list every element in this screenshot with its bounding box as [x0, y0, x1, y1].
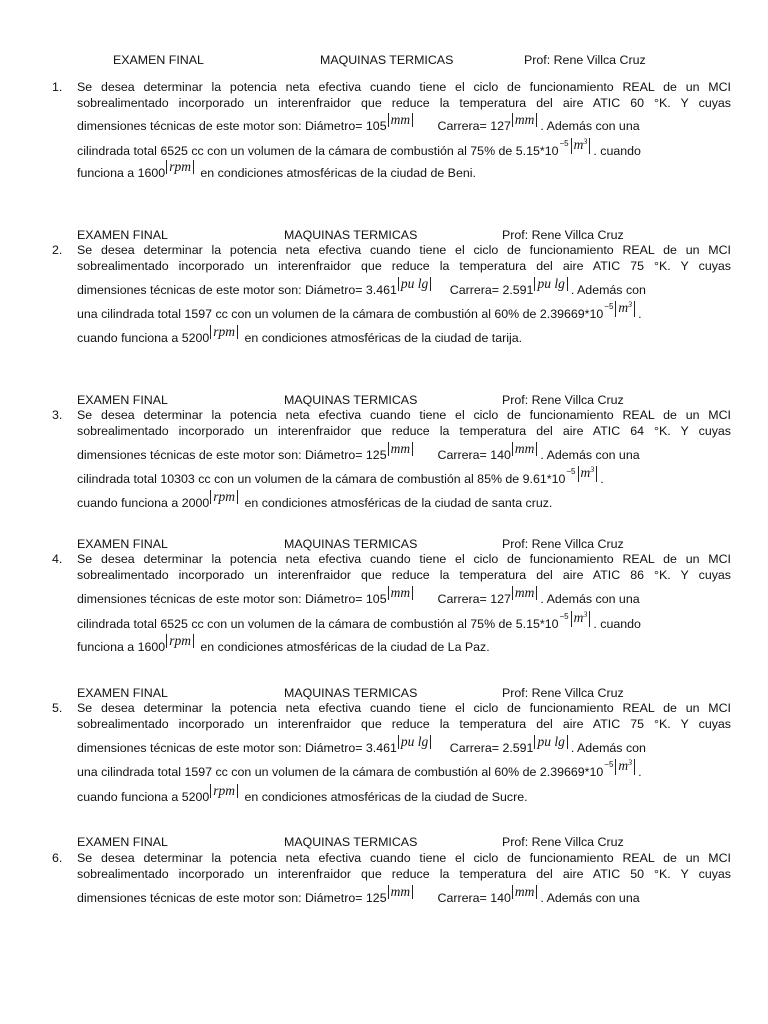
exponent: −5: [559, 612, 569, 621]
speed-text: cuando funciona a 5200: [77, 331, 210, 345]
header-course-title: MAQUINAS TERMICAS: [284, 393, 418, 407]
stroke-text: Carrera= 140: [437, 891, 511, 905]
line-text: cilindrada total 10303 cc con un volumen de la cámara de combustión al 85% de 9.61*10: [77, 472, 566, 486]
diameter-text: dimensiones técnicas de este motor son: Diámetro= 105: [77, 119, 387, 133]
speed-text: cuando funciona a 5200: [77, 790, 210, 804]
diameter-text: dimensiones técnicas de este motor son: Diámetro= 125: [77, 448, 387, 462]
line-text: . cuando: [593, 617, 641, 631]
unit-pulg: pu lg: [398, 277, 431, 291]
header-exam-title: EXAMEN FINAL: [77, 537, 168, 551]
problem-line: [77, 585, 731, 606]
exam-header: [0, 686, 768, 702]
header-professor: Prof: Rene Villca Cruz: [524, 53, 646, 67]
line-text: en condiciones atmosféricas de la ciudad de Sucre.: [244, 790, 528, 804]
header-exam-title: EXAMEN FINAL: [113, 53, 204, 67]
unit-mm: mm: [388, 442, 414, 456]
header-course-title: MAQUINAS TERMICAS: [284, 537, 418, 551]
problem-line: sobrealimentado incorporado un interenfraidor que reduce la temperatura del aire ATIC 50 °K. Y cuyas: [77, 867, 731, 881]
unit-pulg: pu lg: [534, 735, 567, 749]
unit-m3: $m^3$: [615, 759, 635, 775]
exponent: −5: [604, 760, 614, 769]
problem-line: Se desea determinar la potencia neta efectiva cuando tiene el ciclo de funcionamiento REAL de un MCI: [77, 80, 731, 94]
header-course-title: MAQUINAS TERMICAS: [284, 686, 418, 700]
exam-header: [0, 835, 768, 851]
exam-header: [0, 537, 768, 553]
problem-line: Se desea determinar la potencia neta efectiva cuando tiene el ciclo de funcionamiento REAL de un MCI: [77, 552, 731, 566]
exam-header: [0, 228, 768, 244]
unit-rpm: rpm: [166, 160, 194, 174]
unit-mm: mm: [512, 885, 538, 899]
problem-line: [77, 783, 731, 804]
exam-header: [0, 53, 768, 69]
line-text: . Además con una: [540, 119, 640, 133]
problem-line: [77, 610, 731, 633]
line-text: en condiciones atmosféricas de la ciudad de Beni.: [200, 166, 476, 180]
exponent: −5: [566, 467, 576, 476]
unit-rpm: rpm: [210, 490, 238, 504]
line-text: . Además con una: [540, 448, 640, 462]
problem-line: sobrealimentado incorporado un interenfraidor que reduce la temperatura del aire ATIC 86 °K. Y cuyas: [77, 568, 731, 582]
speed-text: funciona a 1600: [77, 166, 166, 180]
problem-line: [77, 734, 731, 755]
speed-text: cuando funciona a 2000: [77, 496, 210, 510]
stroke-text: Carrera= 140: [437, 448, 511, 462]
line-text: . Además con una: [540, 891, 640, 905]
header-exam-title: EXAMEN FINAL: [77, 686, 168, 700]
problem-line: [77, 884, 731, 905]
header-exam-title: EXAMEN FINAL: [77, 393, 168, 407]
unit-m3: $m^3$: [571, 611, 591, 627]
problem-line: [77, 758, 731, 781]
stroke-text: Carrera= 127: [437, 119, 511, 133]
problem-line: [77, 465, 731, 488]
unit-rpm: rpm: [166, 634, 194, 648]
header-professor: Prof: Rene Villca Cruz: [502, 537, 624, 551]
line-text: .: [600, 472, 604, 486]
line-text: . cuando: [593, 144, 641, 158]
problem-line: Se desea determinar la potencia neta efectiva cuando tiene el ciclo de funcionamiento REAL de un MCI: [77, 243, 731, 257]
header-professor: Prof: Rene Villca Cruz: [502, 835, 624, 849]
problem-line: Se desea determinar la potencia neta efectiva cuando tiene el ciclo de funcionamiento REAL de un MCI: [77, 408, 731, 422]
problem-number: 1.: [52, 80, 63, 94]
exponent: −5: [604, 302, 614, 311]
unit-mm: mm: [512, 113, 538, 127]
diameter-text: dimensiones técnicas de este motor son: Diámetro= 125: [77, 891, 387, 905]
problem-line: [77, 300, 731, 323]
line-text: .: [638, 307, 642, 321]
unit-pulg: pu lg: [398, 735, 431, 749]
unit-mm: mm: [512, 442, 538, 456]
problem-line: sobrealimentado incorporado un interenfraidor que reduce la temperatura del aire ATIC 64 °K. Y cuyas: [77, 424, 731, 438]
speed-text: funciona a 1600: [77, 640, 166, 654]
problem-line: [77, 441, 731, 462]
stroke-text: Carrera= 2.591: [449, 741, 534, 755]
problem-line: [77, 137, 731, 160]
diameter-text: dimensiones técnicas de este motor son: Diámetro= 3.461: [77, 741, 397, 755]
header-course-title: MAQUINAS TERMICAS: [320, 53, 454, 67]
header-professor: Prof: Rene Villca Cruz: [502, 686, 624, 700]
line-text: en condiciones atmosféricas de la ciudad de La Paz.: [200, 640, 490, 654]
problem-line: sobrealimentado incorporado un interenfraidor que reduce la temperatura del aire ATIC 75 °K. Y cuyas: [77, 717, 731, 731]
problem-number: 5.: [52, 701, 63, 715]
exponent: −5: [559, 139, 569, 148]
unit-mm: mm: [512, 586, 538, 600]
stroke-text: Carrera= 127: [437, 592, 511, 606]
problem-number: 6.: [52, 851, 63, 865]
stroke-text: Carrera= 2.591: [449, 283, 534, 297]
line-text: . Además con: [570, 283, 646, 297]
unit-mm: mm: [388, 113, 414, 127]
header-course-title: MAQUINAS TERMICAS: [284, 228, 418, 242]
unit-m3: $m^3$: [615, 301, 635, 317]
problem-number: 2.: [52, 243, 63, 257]
line-text: .: [638, 765, 642, 779]
line-text: una cilindrada total 1597 cc con un volumen de la cámara de combustión al 60% de 2.39669*10: [77, 765, 604, 779]
header-exam-title: EXAMEN FINAL: [77, 228, 168, 242]
line-text: . Además con: [570, 741, 646, 755]
problem-line: [77, 159, 731, 180]
header-professor: Prof: Rene Villca Cruz: [502, 228, 624, 242]
header-professor: Prof: Rene Villca Cruz: [502, 393, 624, 407]
header-exam-title: EXAMEN FINAL: [77, 835, 168, 849]
unit-mm: mm: [388, 586, 414, 600]
problem-line: sobrealimentado incorporado un interenfraidor que reduce la temperatura del aire ATIC 60 °K. Y cuyas: [77, 96, 731, 110]
line-text: cilindrada total 6525 cc con un volumen de la cámara de combustión al 75% de 5.15*10: [77, 617, 559, 631]
problem-line: [77, 633, 731, 654]
problem-line: [77, 324, 731, 345]
line-text: en condiciones atmosféricas de la ciudad de santa cruz.: [244, 496, 553, 510]
unit-rpm: rpm: [210, 784, 238, 798]
exam-header: [0, 393, 768, 409]
unit-pulg: pu lg: [534, 277, 567, 291]
problem-line: [77, 112, 731, 133]
unit-m3: $m^3$: [571, 138, 591, 154]
line-text: una cilindrada total 1597 cc con un volumen de la cámara de combustión al 60% de 2.39669*10: [77, 307, 604, 321]
problem-number: 4.: [52, 552, 63, 566]
problem-line: Se desea determinar la potencia neta efectiva cuando tiene el ciclo de funcionamiento REAL de un MCI: [77, 701, 731, 715]
line-text: en condiciones atmosféricas de la ciudad de tarija.: [244, 331, 523, 345]
line-text: . Además con una: [540, 592, 640, 606]
problem-line: Se desea determinar la potencia neta efectiva cuando tiene el ciclo de funcionamiento REAL de un MCI: [77, 851, 731, 865]
unit-m3: $m^3$: [578, 466, 598, 482]
line-text: cilindrada total 6525 cc con un volumen de la cámara de combustión al 75% de 5.15*10: [77, 144, 559, 158]
unit-mm: mm: [388, 885, 414, 899]
problem-line: [77, 489, 731, 510]
diameter-text: dimensiones técnicas de este motor son: Diámetro= 105: [77, 592, 387, 606]
problem-line: [77, 276, 731, 297]
problem-number: 3.: [52, 408, 63, 422]
problem-line: sobrealimentado incorporado un interenfraidor que reduce la temperatura del aire ATIC 75 °K. Y cuyas: [77, 259, 731, 273]
unit-rpm: rpm: [210, 325, 238, 339]
diameter-text: dimensiones técnicas de este motor son: Diámetro= 3.461: [77, 283, 397, 297]
header-course-title: MAQUINAS TERMICAS: [284, 835, 418, 849]
